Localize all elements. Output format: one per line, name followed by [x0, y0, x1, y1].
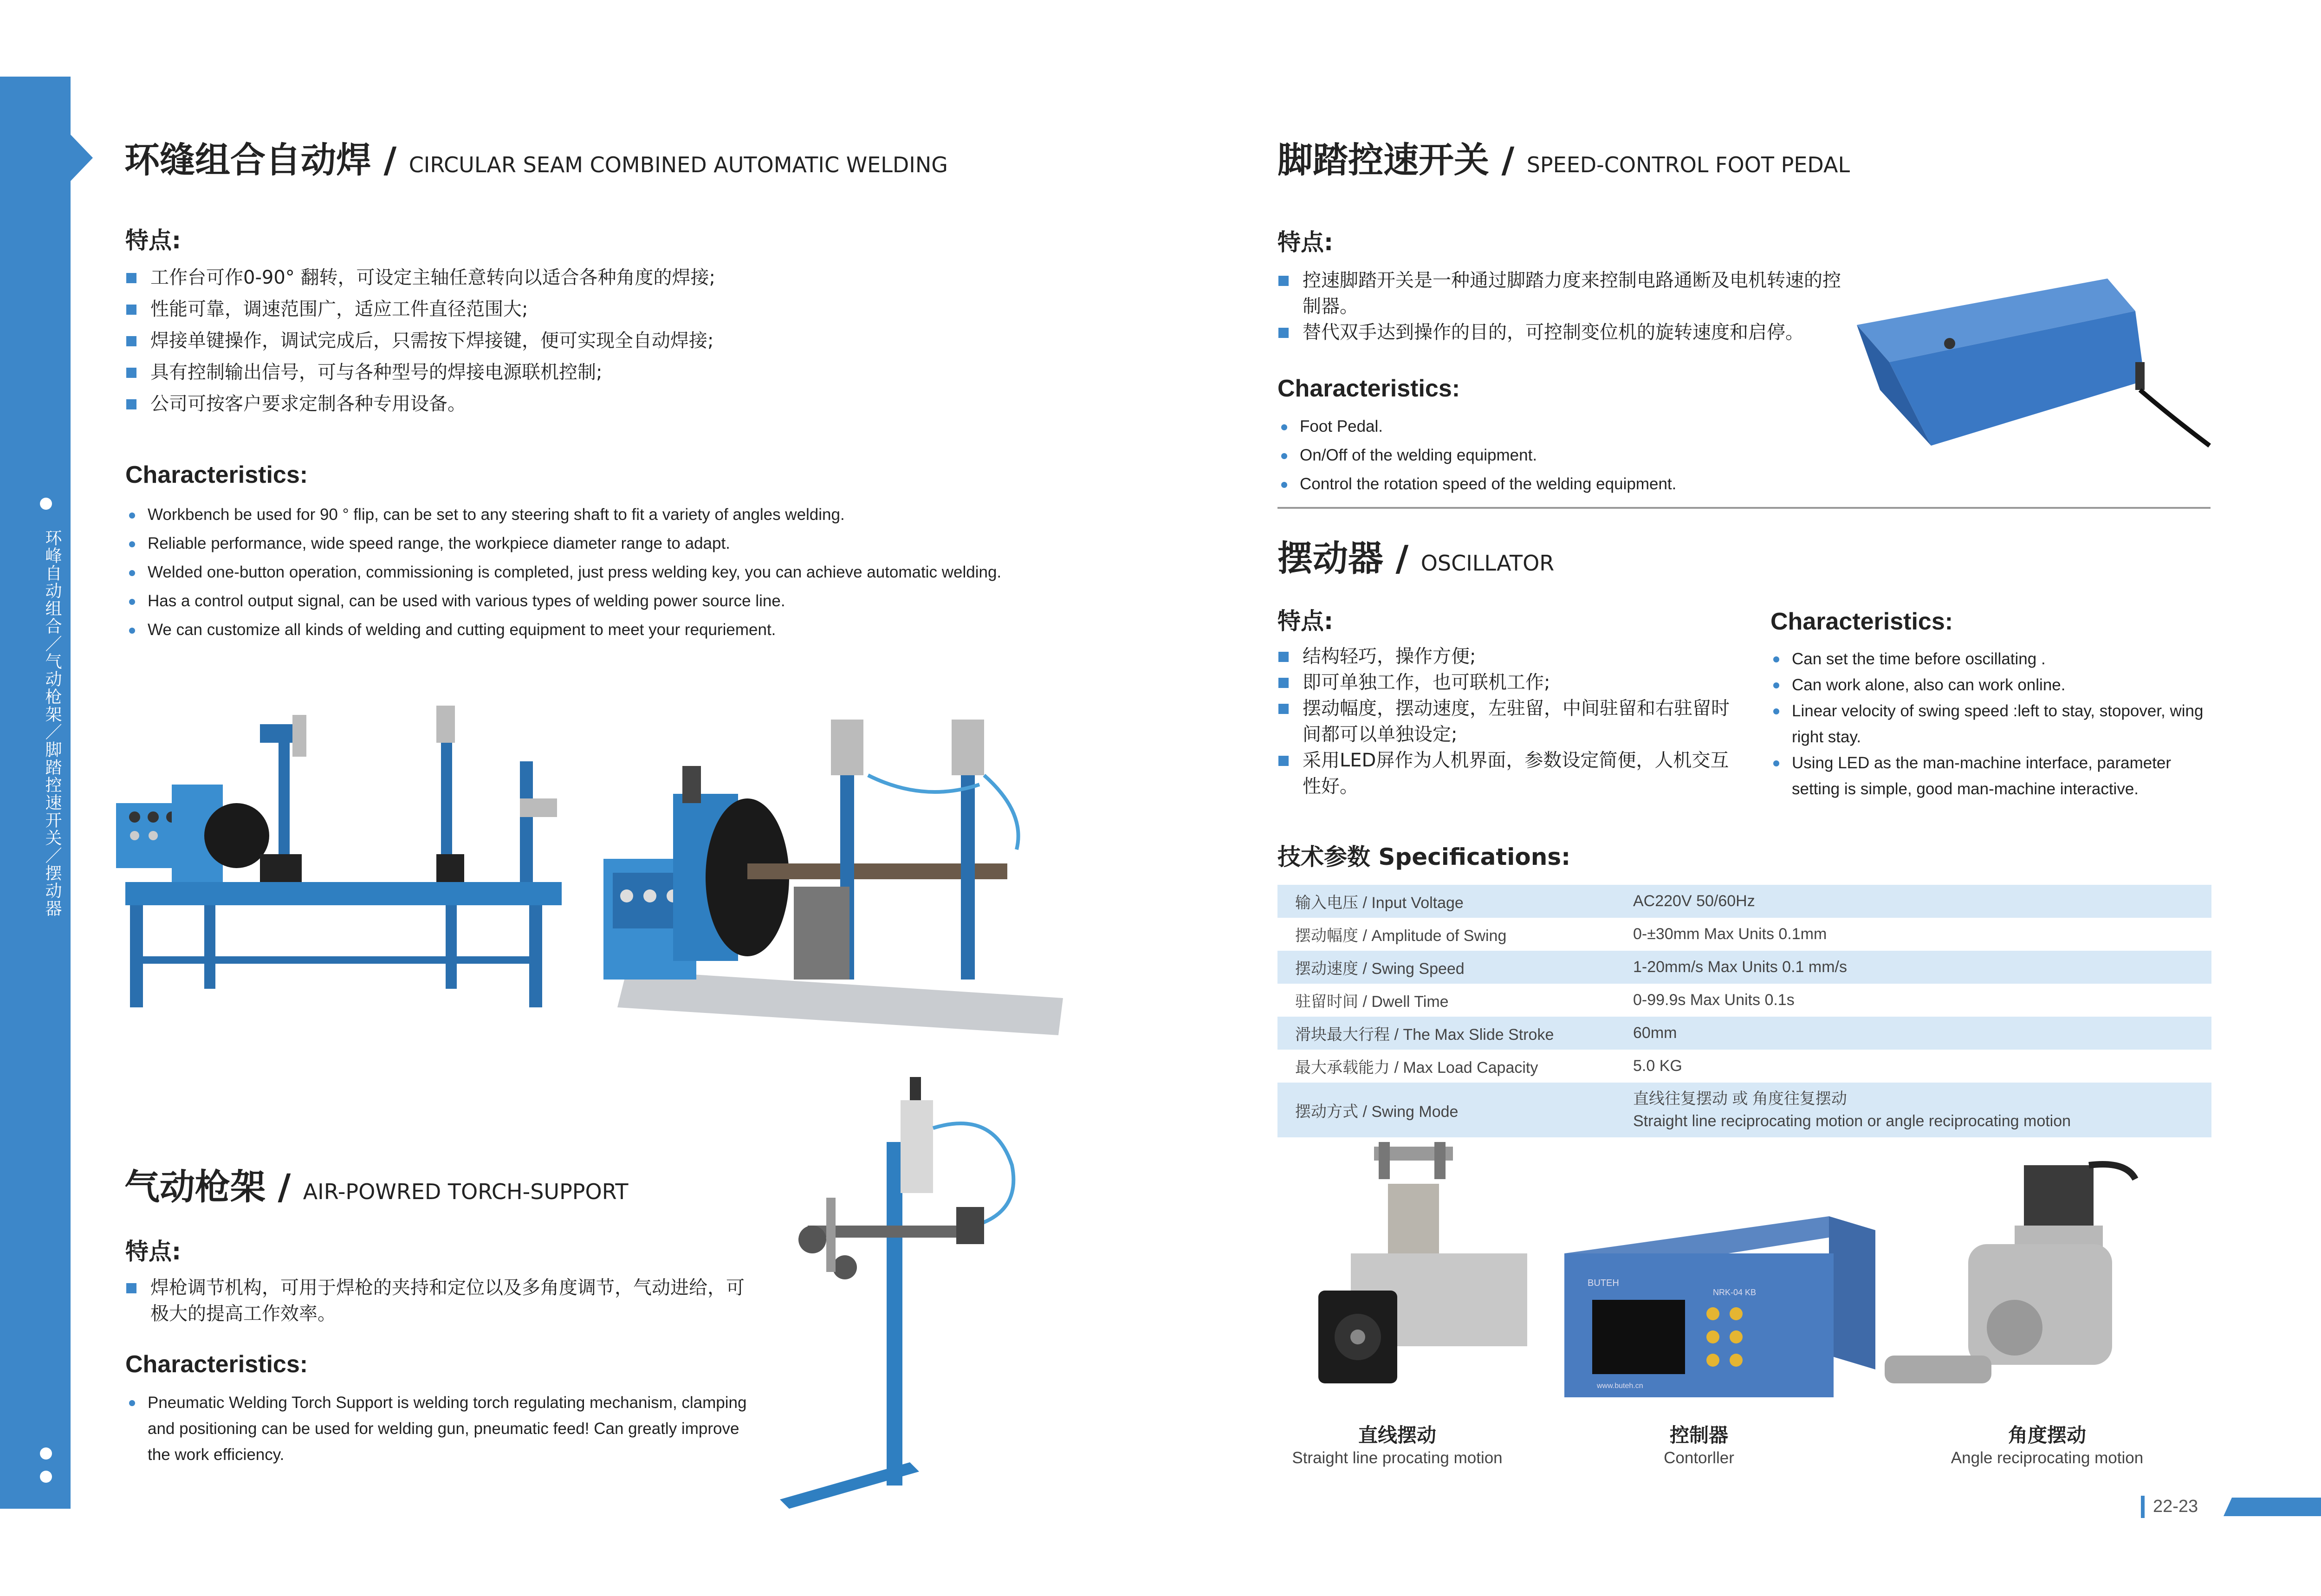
title-zh: 脚踏控速开关 — [1277, 139, 1489, 181]
features-label: 特点: — [125, 1238, 181, 1265]
list-item: Pneumatic Welding Torch Support is welding torch regulating mechanism, clamping and positioning can be used for welding gun, pneumatic feed! Can greatly improve the work efficiency. — [126, 1390, 758, 1468]
title-en: CIRCULAR SEAM COMBINED AUTOMATIC WELDING — [408, 152, 948, 177]
list-item: 摆动幅度，摆动速度，左驻留，中间驻留和右驻留时间都可以单独设定; — [1278, 695, 1738, 747]
list-item: Workbench be used for 90 ° flip, can be set to any steering shaft to fit a variety of angles welding. — [126, 500, 1194, 529]
list-item: Control the rotation speed of the welding equipment. — [1278, 470, 1882, 499]
welding-machine-illustration — [111, 696, 585, 1012]
features-list — [1278, 267, 1849, 345]
product-caption-linear — [1267, 1423, 1527, 1469]
title-separator: / — [1383, 538, 1421, 579]
spec-label: 最大承载能力 / Max Load Capacity — [1295, 1059, 1538, 1077]
list-item: We can customize all kinds of welding and cutting equipment to meet your requriement. — [126, 616, 1194, 644]
product-caption-angle — [1899, 1423, 2196, 1469]
list-item: 结构轻巧，操作方便; — [1278, 643, 1738, 669]
sidebar-dot — [40, 498, 52, 510]
torch-support-illustration — [771, 1072, 1031, 1513]
list-item: 性能可靠，调速范围广，适应工件直径范围大; — [126, 293, 1101, 325]
section-title-circular-seam — [124, 139, 948, 186]
spec-value: 60mm — [1615, 1017, 2211, 1050]
features-label: 特点: — [1277, 608, 1333, 635]
title-zh: 气动枪架 — [124, 1166, 266, 1207]
caption-zh: 控制器 — [1669, 1424, 1728, 1447]
spec-value: 5.0 KG — [1633, 1057, 1682, 1075]
list-item: Foot Pedal. — [1278, 412, 1882, 441]
list-item: 公司可按客户要求定制各种专用设备。 — [126, 388, 1101, 420]
list-item: 即可单独工作，也可联机工作; — [1278, 669, 1738, 695]
product-caption-controller — [1606, 1423, 1792, 1469]
table-row — [1277, 1017, 2211, 1050]
features-label: 特点: — [1277, 229, 1333, 256]
controller-illustration — [1560, 1202, 1880, 1425]
foot-pedal-illustration — [1848, 269, 2214, 455]
list-item: 控速脚踏开关是一种通过脚踏力度来控制电路通断及电机转速的控制器。 — [1278, 267, 1849, 319]
list-item: 采用LED屏作为人机界面，参数设定简便，人机交互性好。 — [1278, 747, 1738, 799]
page-number: 22-23 — [2153, 1497, 2198, 1516]
footer-bar — [2224, 1498, 2321, 1516]
characteristics-list — [1278, 412, 1882, 499]
section-title-torch-support — [124, 1166, 628, 1213]
section-divider — [1277, 507, 2211, 509]
table-row — [1277, 918, 2211, 951]
features-list — [1278, 643, 1738, 799]
spec-label: 摆动速度 / Swing Speed — [1277, 951, 1615, 984]
controller-url: www.buteh.cn — [1597, 1382, 1643, 1390]
characteristics-label: Characteristics: — [1277, 375, 1460, 402]
linear-oscillator-illustration — [1304, 1137, 1537, 1416]
characteristics-list — [126, 1390, 758, 1468]
caption-zh: 直线摆动 — [1358, 1424, 1436, 1447]
list-item: Using LED as the man-machine interface, parameter setting is simple, good man-machine interactive. — [1770, 750, 2211, 802]
features-list — [126, 262, 1101, 420]
sidebar-dot — [40, 1471, 52, 1483]
features-list — [126, 1275, 758, 1327]
title-en: AIR-POWRED TORCH-SUPPORT — [303, 1179, 629, 1204]
list-item: 焊接单键操作，调试完成后，只需按下焊接键，便可实现全自动焊接; — [126, 325, 1101, 357]
list-item: 焊枪调节机构，可用于焊枪的夹持和定位以及多角度调节，气动进给，可极大的提高工作效率。 — [126, 1275, 758, 1327]
caption-en: Contorller — [1664, 1449, 1734, 1467]
list-item: Reliable performance, wide speed range, the workpiece diameter range to adapt. — [126, 529, 1194, 558]
list-item: 具有控制输出信号，可与各种型号的焊接电源联机控制; — [126, 357, 1101, 388]
table-row — [1277, 1083, 2211, 1137]
list-item: Linear velocity of swing speed :left to stay, stopover, wing right stay. — [1770, 698, 2211, 750]
angle-oscillator-illustration — [1875, 1151, 2154, 1411]
spec-value: 0-99.9s Max Units 0.1s — [1633, 991, 1795, 1009]
list-item: On/Off of the welding equipment. — [1278, 441, 1882, 470]
sidebar-vertical-text: 环峰自动组合／气动枪架／脚踏控速开关／摆动器 — [43, 529, 62, 917]
list-item: Can set the time before oscillating . — [1770, 646, 2211, 672]
table-row — [1277, 885, 2211, 918]
spec-label: 摆动方式 / Swing Mode — [1277, 1083, 1615, 1137]
caption-en: Angle reciprocating motion — [1951, 1449, 2144, 1467]
spec-value-line: Straight line reciprocating motion or angle reciprocating motion — [1633, 1112, 2071, 1130]
list-item: 替代双手达到操作的目的，可控制变位机的旋转速度和启停。 — [1278, 319, 1849, 345]
characteristics-list — [126, 500, 1194, 644]
spec-value: 0-±30mm Max Units 0.1mm — [1633, 925, 1827, 943]
title-zh: 摆动器 — [1277, 538, 1383, 579]
spec-value: AC220V 50/60Hz — [1615, 885, 2211, 918]
caption-en: Straight line procating motion — [1292, 1449, 1503, 1467]
characteristics-label: Characteristics: — [125, 461, 308, 488]
title-separator: / — [371, 139, 409, 181]
title-en: SPEED-CONTROL FOOT PEDAL — [1526, 152, 1850, 177]
title-separator: / — [266, 1166, 303, 1207]
table-row — [1277, 984, 2211, 1017]
characteristics-label: Characteristics: — [1770, 608, 1953, 635]
controller-brand: BUTEH — [1588, 1278, 1619, 1288]
spec-label: 摆动幅度 / Amplitude of Swing — [1295, 927, 1507, 945]
welding-machine-2-illustration — [599, 710, 1077, 1054]
title-zh: 环缝组合自动焊 — [124, 139, 371, 181]
spec-value — [1615, 1083, 2211, 1137]
spec-value: 1-20mm/s Max Units 0.1 mm/s — [1615, 951, 2211, 984]
specifications-table — [1277, 885, 2211, 1137]
title-separator: / — [1489, 139, 1527, 181]
title-en: OSCILLATOR — [1420, 551, 1555, 576]
list-item: Has a control output signal, can be used with various types of welding power source line. — [126, 587, 1194, 616]
page-number-marker — [2141, 1496, 2145, 1518]
sidebar-arrow — [71, 135, 93, 181]
controller-model: NRK-04 KB — [1713, 1288, 1757, 1297]
list-item: Welded one-button operation, commissioning is completed, just press welding key, you can achieve automatic welding. — [126, 558, 1194, 587]
spec-label: 输入电压 / Input Voltage — [1277, 885, 1615, 918]
sidebar-dot — [40, 1447, 52, 1460]
features-label: 特点: — [125, 227, 181, 254]
specifications-label: 技术参数 Specifications: — [1277, 843, 1571, 870]
table-row — [1277, 1050, 2211, 1083]
spec-label: 驻留时间 / Dwell Time — [1295, 993, 1449, 1011]
spec-value-line: 直线往复摆动 或 角度往复摆动 — [1633, 1090, 1847, 1108]
table-row — [1277, 951, 2211, 984]
characteristics-list — [1770, 646, 2211, 802]
caption-zh: 角度摆动 — [2008, 1424, 2086, 1447]
list-item: 工作台可作0-90° 翻转，可设定主轴任意转向以适合各种角度的焊接; — [126, 262, 1101, 293]
section-title-oscillator — [1277, 538, 1554, 584]
spec-label: 滑块最大行程 / The Max Slide Stroke — [1277, 1017, 1615, 1050]
characteristics-label: Characteristics: — [125, 1351, 308, 1378]
list-item: Can work alone, also can work online. — [1770, 672, 2211, 698]
section-title-foot-pedal — [1277, 139, 1850, 186]
